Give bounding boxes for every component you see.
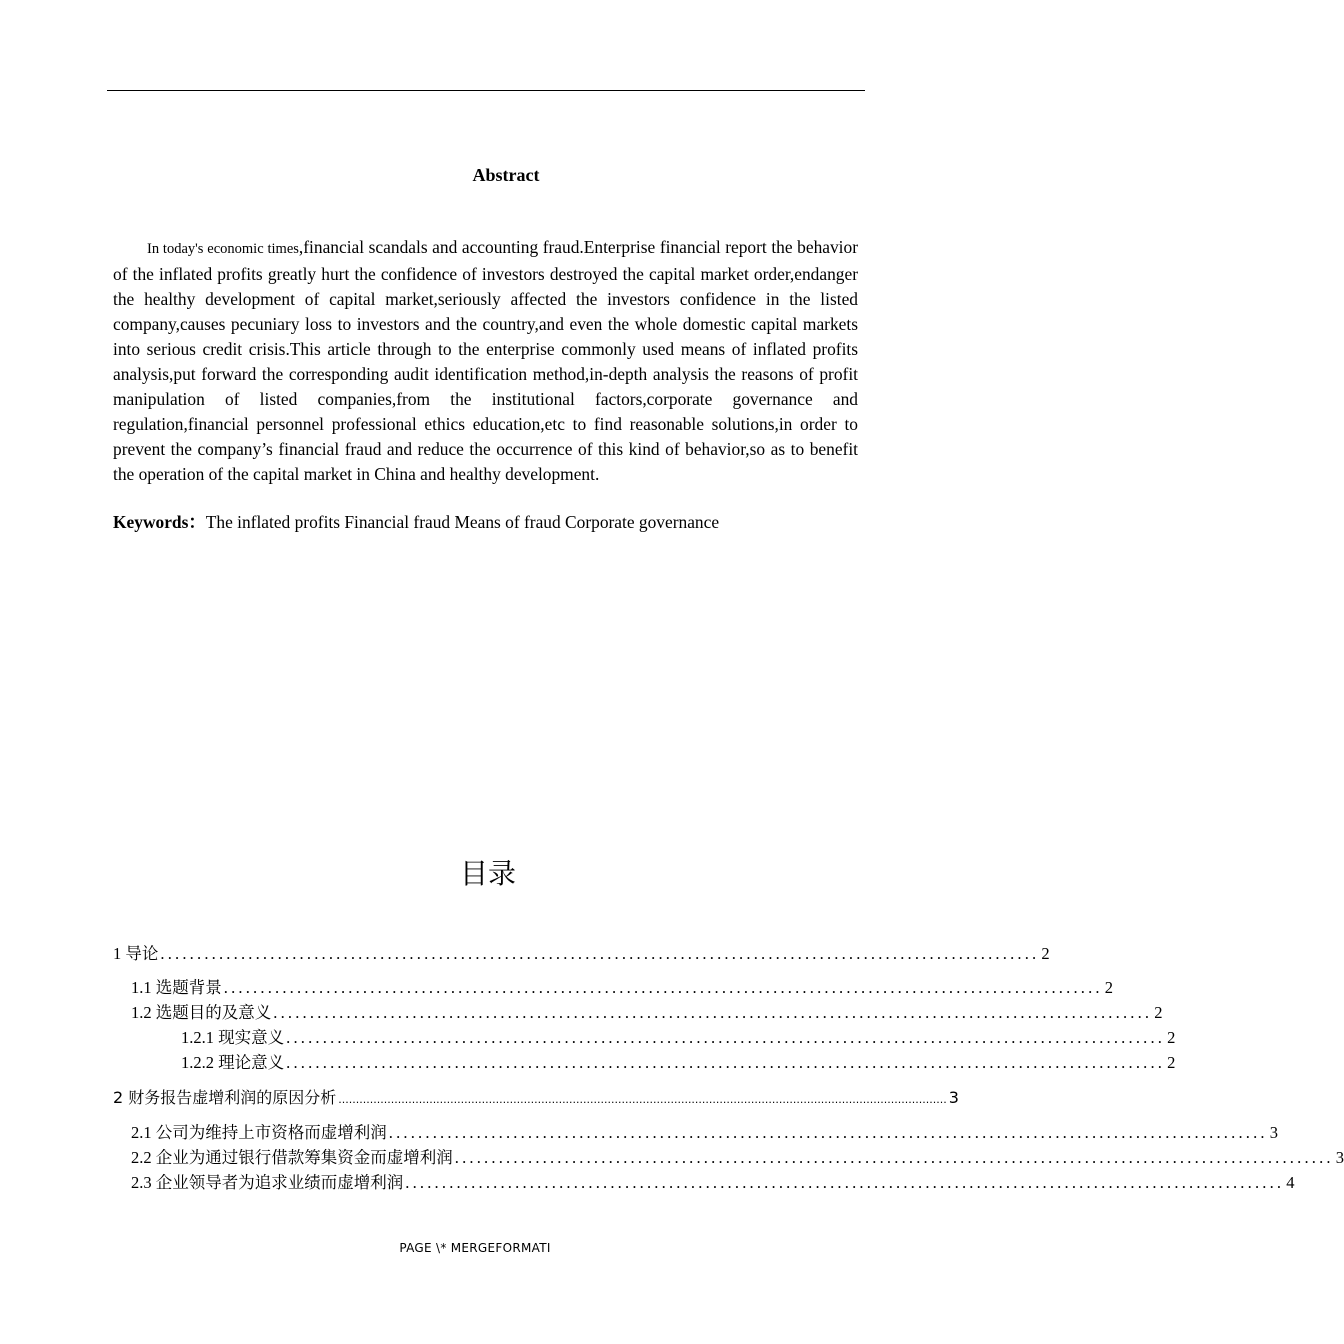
abstract-text: ,financial scandals and accounting fraud.Enterprise financial report the behavior of the inflated profits greatly hurt the confidence of investors destroyed the capital market order,endanger the healthy development of capital market,seriously affected the investors confidence in the listed company,causes pecuniary loss to investors and the country,and even the whole domestic capital markets into serious credit crisis.This article through to the enterprise commonly used means of inflated profits analysis,put forward the corresponding audit identification method,in-depth analysis the reasons of profit manipulation of listed companies,from the institutional factors,corporate governance and regulation,financial personnel professional ethics education,etc to find reasonable solutions,in order to prevent the company’s financial fraud and reduce the occurrence of this kind of behavior,so as to benefit the operation of the capital market in China and healthy development. [113, 237, 859, 484]
toc-leader: ........................................................................................................................ [388, 1123, 1268, 1142]
toc-entry-page: 2 [1104, 978, 1113, 997]
keywords-text: The inflated profits Financial fraud Means of fraud Corporate governance [205, 512, 720, 532]
toc-entry-page: 3 [1269, 1123, 1278, 1142]
toc-entry[interactable] [181, 1025, 1176, 1050]
toc-entry-label: 1.2.1 现实意义 [181, 1028, 285, 1047]
toc-entry[interactable] [113, 1085, 959, 1110]
toc-leader: ........................................................................................................................ [273, 1003, 1153, 1022]
toc-entry-page: 4 [1286, 1173, 1295, 1192]
toc-entry-page: 2 [1167, 1028, 1176, 1047]
toc-entry-label: 2.2 企业为通过银行借款筹集资金而虚增利润 [131, 1148, 453, 1167]
toc-leader: ........................................................................................................................ [286, 1053, 1166, 1072]
keywords-line [113, 510, 719, 535]
toc-entry-label: 1.2.2 理论意义 [181, 1053, 285, 1072]
page-footer: PAGE \* MERGEFORMATI [399, 1241, 551, 1255]
toc-entry[interactable] [131, 1000, 1163, 1025]
toc-entry-page: 2 [1041, 944, 1050, 963]
toc-entry[interactable] [131, 1170, 1295, 1195]
toc-entry-label: 1.2 选题目的及意义 [131, 1003, 272, 1022]
toc-leader: ........................................................................................................................ [160, 944, 1040, 963]
toc-entry-page: 2 [1154, 1003, 1163, 1022]
toc-leader: .............................................................................................................................................................................. [338, 1093, 947, 1106]
header-rule [107, 90, 865, 91]
toc-entry-page: 3 [948, 1088, 959, 1107]
toc-entry[interactable] [131, 1145, 1344, 1170]
toc-entry-page: 3 [1335, 1148, 1344, 1167]
toc-leader: ........................................................................................................................ [454, 1148, 1334, 1167]
toc-leader: ........................................................................................................................ [405, 1173, 1285, 1192]
toc-entry-label: 2 财务报告虚增利润的原因分析 [113, 1088, 337, 1107]
toc-leader: ........................................................................................................................ [223, 978, 1103, 997]
keywords-label: Keywords： [113, 512, 206, 532]
toc-entry[interactable] [131, 975, 1113, 1000]
toc-entry[interactable] [181, 1050, 1176, 1075]
abstract-body [113, 235, 858, 487]
toc-entry-label: 2.1 公司为维持上市资格而虚增利润 [131, 1123, 387, 1142]
toc-entry[interactable] [131, 1120, 1278, 1145]
toc-entry-label: 2.3 企业领导者为追求业绩而虚增利润 [131, 1173, 404, 1192]
toc-entry[interactable] [113, 941, 1050, 966]
toc-entry-label: 1 导论 [113, 944, 159, 963]
toc-leader: ........................................................................................................................ [286, 1028, 1166, 1047]
abstract-lead: In today's economic times [147, 241, 299, 257]
toc-entry-label: 1.1 选题背景 [131, 978, 222, 997]
abstract-title: Abstract [472, 165, 540, 185]
toc-title: 目录 [459, 857, 516, 890]
toc-entry-page: 2 [1167, 1053, 1176, 1072]
